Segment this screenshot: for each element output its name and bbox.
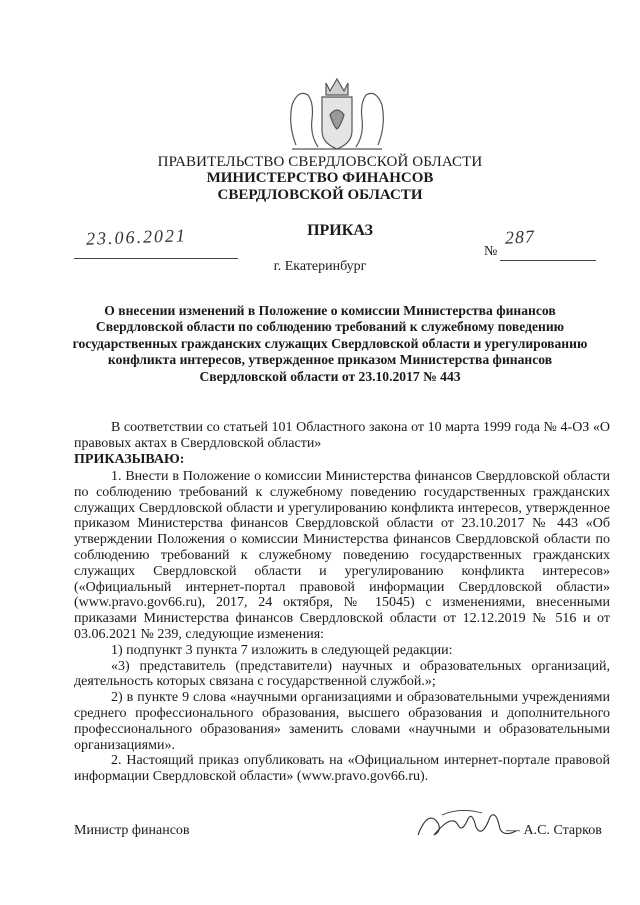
item-1: 1. Внести в Положение о комиссии Министерства финансов Свердловской области по соблюдению требований к служебному поведению государственных гражданских служащих Свердловской области и урегулированию конфликта интересов, утвержденное приказом Министерства финансов Свердловской области от 23.10.2017 № 443 «Об утверждении Положения о комиссии Министерства финансов Свердловской области по соблюдению требований к служебному поведению государственных гражданских служащих Свердловской области и урегулированию конфликта интересов» («Официальный интернет-портал правовой информации Свердловской области» (www.pravo.gov66.ru), 2017, 24 октября, № 15045) с изменениями, внесенными приказами Министерства финансов Свердловской области от 12.12.2019 № 516 и от 03.06.2021 № 239, следующие изменения:	[74, 469, 610, 642]
title-line: Свердловской области от 23.10.2017 № 443	[199, 368, 461, 384]
number-sign: №	[484, 244, 498, 259]
title-line: Свердловской области по соблюдению требований к служебному поведению	[95, 319, 565, 335]
order-heading: ПРИКАЗЫВАЮ:	[74, 452, 185, 467]
subitem-2: 2) в пункте 9 слова «научными организациями и образовательными учреждениями среднего профессионального образования, высшего образования и дополнительного профессионального образования» заменить словами «научными и образовательными организациями».	[74, 690, 610, 753]
title-line: конфликта интересов, утвержденное приказом Министерства финансов	[107, 352, 553, 368]
item-2: 2. Настоящий приказ опубликовать на «Официальном интернет-портале правовой информации Свердловской области» (www.pravo.gov66.ru).	[74, 753, 610, 785]
coat-of-arms-icon	[278, 75, 396, 153]
order-number: 287	[504, 226, 536, 248]
signer-name: — А.С. Старков	[506, 823, 602, 838]
title-line: О внесении изменений в Положение о комиссии Министерства финансов	[104, 303, 556, 318]
government-name: ПРАВИТЕЛЬСТВО СВЕРДЛОВСКОЙ ОБЛАСТИ	[157, 154, 483, 170]
title-line: государственных гражданских служащих Свердловской области и урегулированию	[72, 335, 588, 351]
region-name: СВЕРДЛОВСКОЙ ОБЛАСТИ	[217, 187, 423, 203]
subitem-1: 1) подпункт 3 пункта 7 изложить в следующей редакции:	[111, 642, 453, 658]
city: г. Екатеринбург	[273, 259, 367, 274]
signer-position: Министр финансов	[74, 823, 190, 838]
order-items	[74, 469, 610, 785]
intro-paragraph	[74, 420, 610, 452]
order-date: 23.06.2021	[85, 225, 188, 249]
subitem-1-quote: «3) представитель (представители) научных и образовательных организаций, деятельность которых связана с государственной службой.»;	[74, 658, 610, 690]
document-title	[60, 303, 600, 385]
ministry-name: МИНИСТЕРСТВО ФИНАНСОВ	[206, 170, 434, 186]
document-type: ПРИКАЗ	[307, 222, 373, 239]
intro-text: В соответствии со статьей 101 Областного закона от 10 марта 1999 года № 4-ОЗ «О правовых актах в Свердловской области»	[74, 420, 610, 451]
